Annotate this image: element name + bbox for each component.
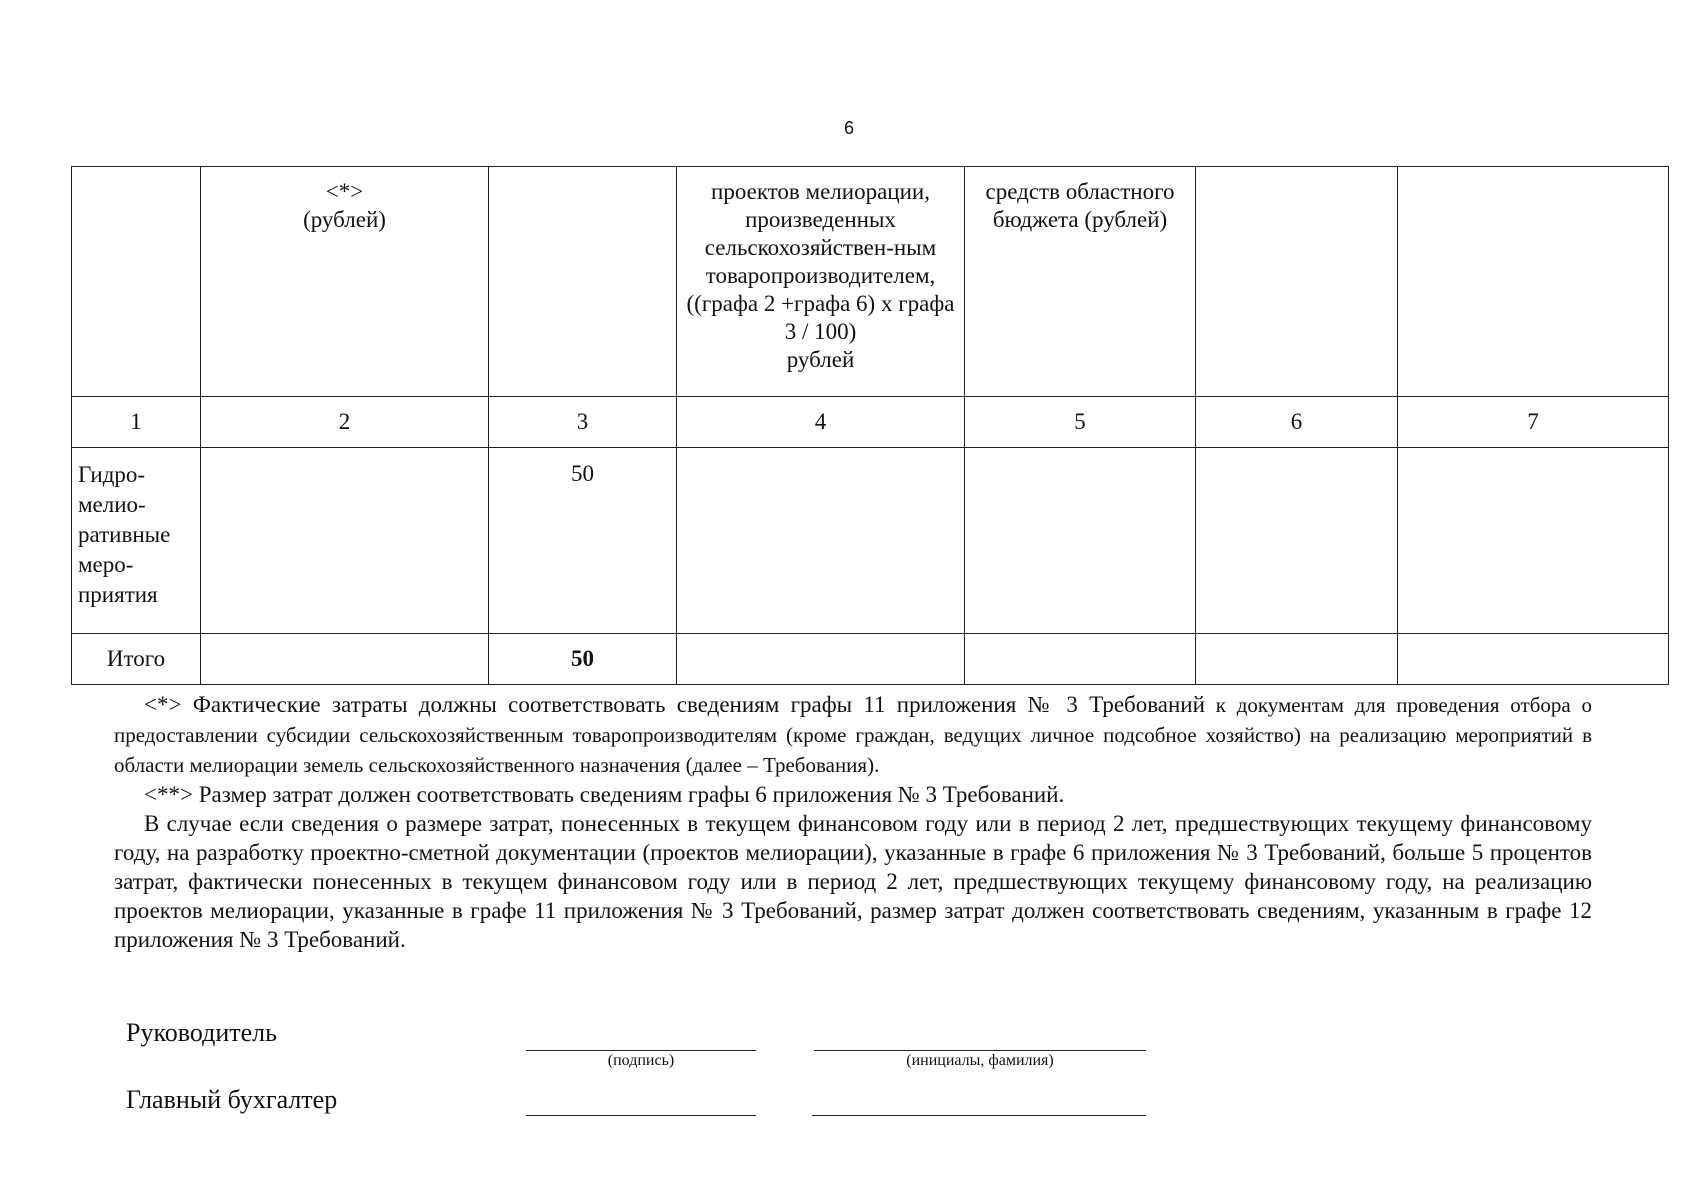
column-number: 2 [201, 397, 489, 448]
total-row [72, 634, 1669, 685]
row-cell-5 [965, 448, 1196, 634]
total-cell-2 [201, 634, 489, 685]
total-label: Итого [72, 634, 201, 685]
head-signature-line[interactable] [526, 1050, 756, 1051]
footnote-1-main: <*> Фактические затраты должны соответствовать сведениям графы 11 приложения № 3 Требований [144, 692, 1205, 717]
column-number: 4 [677, 397, 965, 448]
accountant-signature-line[interactable] [526, 1115, 756, 1116]
total-cell-5 [965, 634, 1196, 685]
footnotes [114, 690, 1592, 954]
row-name-cell: Гидро- мелио- ративные меро- приятия [72, 448, 201, 634]
footnote-1 [114, 690, 1592, 780]
footnote-2: <**> Размер затрат должен соответствовать сведениям графы 6 приложения № 3 Требований. [144, 782, 1065, 807]
column-number: 7 [1398, 397, 1669, 448]
column-number: 3 [489, 397, 677, 448]
table-row [72, 448, 1669, 634]
table-header-row [72, 167, 1669, 397]
head-signature-caption: (подпись) [607, 1052, 675, 1069]
expenses-table [71, 166, 1669, 685]
header-cell-4: проектов мелиорации, произведенных сельскохозяйствен-ным товаропроизводителем, ((графа 2 +графа 6) х графа 3 / 100) рублей [677, 167, 965, 397]
total-cell-7 [1398, 634, 1669, 685]
header-cell-7 [1398, 167, 1669, 397]
header-cell-6 [1196, 167, 1398, 397]
header-cell-5: средств областного бюджета (рублей) [965, 167, 1196, 397]
footnote-1-continuation: к документам для проведения отбора о предоставлении субсидии сельскохозяйственным товаропроизводителям (кроме граждан, ведущих личное подсобное хозяйство) на реализацию мероприятий в области мелиорации земель сельскохозяйственного назначения (далее – Требования). [114, 693, 1592, 777]
accountant-name-line[interactable] [812, 1115, 1146, 1116]
row-cell-6 [1196, 448, 1398, 634]
column-number: 1 [72, 397, 201, 448]
header-cell-3 [489, 167, 677, 397]
row-cell-3: 50 [489, 448, 677, 634]
column-number: 6 [1196, 397, 1398, 448]
head-label: Руководитель [126, 1018, 277, 1047]
accountant-label: Главный бухгалтер [126, 1085, 338, 1114]
page-number: 6 [843, 118, 854, 138]
total-cell-4 [677, 634, 965, 685]
column-numbers-row [72, 397, 1669, 448]
header-cell-1 [72, 167, 201, 397]
column-number: 5 [965, 397, 1196, 448]
total-cell-6 [1196, 634, 1398, 685]
head-name-caption: (инициалы, фамилия) [906, 1052, 1054, 1069]
total-cell-3: 50 [489, 634, 677, 685]
row-cell-7 [1398, 448, 1669, 634]
header-cell-2: <*> (рублей) [201, 167, 489, 397]
head-name-line[interactable] [814, 1050, 1146, 1051]
row-cell-4 [677, 448, 965, 634]
footnote-3: В случае если сведения о размере затрат, понесенных в текущем финансовом году или в период 2 лет, предшествующих текущему финансовому году, на разработку проектно-сметной документации (проектов мелиорации), указанные в графе 6 приложения № 3 Требований, больше 5 процентов затрат, фактически понесенных в текущем финансовом году или в период 2 лет, предшествующих текущему финансовому году, на реализацию проектов мелиорации, указанные в графе 11 приложения № 3 Требований, размер затрат должен соответствовать сведениям, указанным в графе 12 приложения № 3 Требований. [114, 811, 1592, 952]
row-cell-2 [201, 448, 489, 634]
